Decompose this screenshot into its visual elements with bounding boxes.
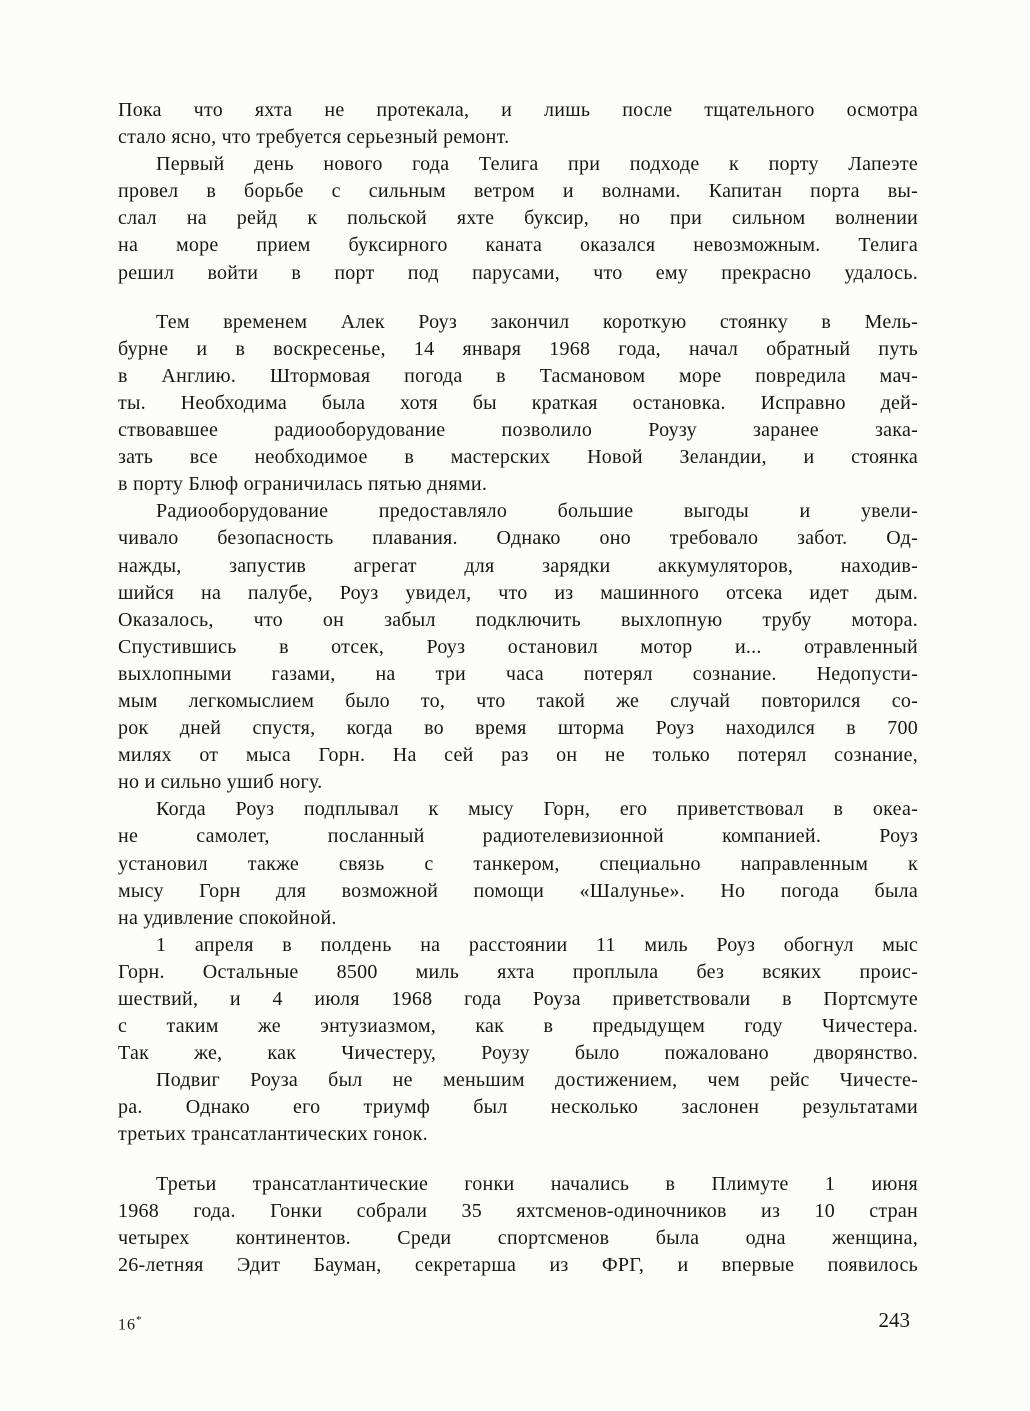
text-line: 26-летняя Эдит Бауман, секретарша из ФРГ, и впервые появилось — [118, 1253, 918, 1276]
text-line: мым легкомыслием было то, что такой же случай повторился со- — [118, 689, 918, 712]
text-line: 1 апреля в полдень на расстоянии 11 миль Роуз обогнул мыс — [156, 933, 918, 956]
text-line: рок дней спустя, когда во время шторма Роуз находился в 700 — [118, 717, 918, 740]
text-line: ствовавшее радиооборудование позволило Роузу заранее зака- — [118, 419, 918, 442]
text-line: четырех континентов. Среди спортсменов была одна женщина, — [118, 1226, 918, 1249]
paragraph-5 — [118, 796, 918, 931]
text-line: решил войти в порт под парусами, что ему прекрасно удалось. — [118, 261, 918, 284]
text-line: нажды, запустив агрегат для зарядки аккумуляторов, находив- — [118, 554, 918, 577]
text-line: Первый день нового года Телига при подходе к порту Лапеэте — [156, 153, 918, 176]
page-footer — [118, 1308, 918, 1338]
text-line: Оказалось, что он забыл подключить выхлопную трубу мотора. — [118, 608, 918, 631]
page-number: 243 — [878, 1308, 910, 1332]
text-line: выхлопными газами, на три часа потерял сознание. Недопусти- — [118, 662, 918, 685]
text-line: слал на рейд к польской яхте буксир, но при сильном волнении — [118, 207, 918, 230]
text-line: Третьи трансатлантические гонки начались в Плимуте 1 июня — [156, 1172, 918, 1195]
text-line: Спустившись в отсек, Роуз остановил мотор и... отравленный — [118, 635, 918, 658]
text-line: но и сильно ушиб ногу. — [118, 771, 323, 794]
text-line: 1968 года. Гонки собрали 35 яхтсменов-одиночников из 10 стран — [118, 1199, 918, 1222]
text-line: шествий, и 4 июля 1968 года Роуза приветствовали в Портсмуте — [118, 988, 918, 1010]
text-line: мысу Горн для возможной помощи «Шалунье». Но погода была — [118, 879, 918, 902]
text-line: чивало безопасность плавания. Однако оно требовало забот. Од- — [118, 527, 918, 550]
paragraph-8 — [118, 1171, 918, 1279]
paragraph-1 — [118, 97, 918, 151]
text-line: не самолет, посланный радиотелевизионной компанией. Роуз — [118, 825, 918, 848]
text-line: Так же, как Чичестеру, Роузу было пожаловано дворянство. — [118, 1042, 918, 1065]
text-line: Радиооборудование предоставляло большие выгоды и увели- — [156, 500, 918, 523]
text-line: шийся на палубе, Роуз увидел, что из машинного отсека идет дым. — [118, 581, 918, 604]
signature-mark — [118, 1314, 143, 1334]
text-line: с таким же энтузиазмом, как в предыдущем году Чичестера. — [118, 1015, 918, 1038]
text-line: Подвиг Роуза был не меньшим достижением, чем рейс Чичесте- — [156, 1069, 918, 1092]
text-line: зать все необходимое в мастерских Новой Зеландии, и стоянка — [118, 446, 918, 469]
text-line: в Англию. Штормовая погода в Тасмановом море повредила мач- — [118, 364, 918, 387]
text-line: в порту Блюф ограничилась пятью днями. — [118, 473, 488, 496]
paragraph-6 — [118, 932, 918, 1067]
text-line: Тем временем Алек Роуз закончил короткую стоянку в Мель- — [156, 310, 918, 333]
text-line: милях от мыса Горн. На сей раз он не только потерял сознание, — [118, 744, 918, 767]
text-line: третьих трансатлантических гонок. — [118, 1123, 428, 1146]
text-line: стало ясно, что требуется серьезный ремонт. — [118, 126, 510, 149]
text-line: Когда Роуз подплывал к мысу Горн, его приветствовал в океа- — [156, 798, 918, 821]
text-line: провел в борьбе с сильным ветром и волнами. Капитан порта вы- — [118, 180, 918, 203]
text-line: установил также связь с танкером, специально направленным к — [118, 852, 918, 875]
text-line: ты. Необходима была хотя бы краткая остановка. Исправно дей- — [118, 391, 918, 414]
paragraph-3 — [118, 309, 918, 499]
paragraph-4 — [118, 498, 918, 796]
text-line: Пока что яхта не протекала, и лишь после тщательного осмотра — [118, 99, 918, 121]
text-line: на море прием буксирного каната оказался невозможным. Телига — [118, 234, 918, 257]
signature-number: 16 — [118, 1316, 136, 1334]
text-line: Горн. Остальные 8500 миль яхта проплыла без всяких проис- — [118, 960, 918, 983]
text-line: бурне и в воскресенье, 14 января 1968 года, начал обратный путь — [118, 337, 918, 360]
text-line: ра. Однако его триумф был несколько заслонен результатами — [118, 1096, 918, 1119]
text-line: на удивление спокойной. — [118, 906, 337, 929]
text-column — [118, 97, 918, 1279]
signature-star: * — [136, 1314, 143, 1326]
paragraph-2 — [118, 151, 918, 286]
paragraph-7 — [118, 1067, 918, 1148]
